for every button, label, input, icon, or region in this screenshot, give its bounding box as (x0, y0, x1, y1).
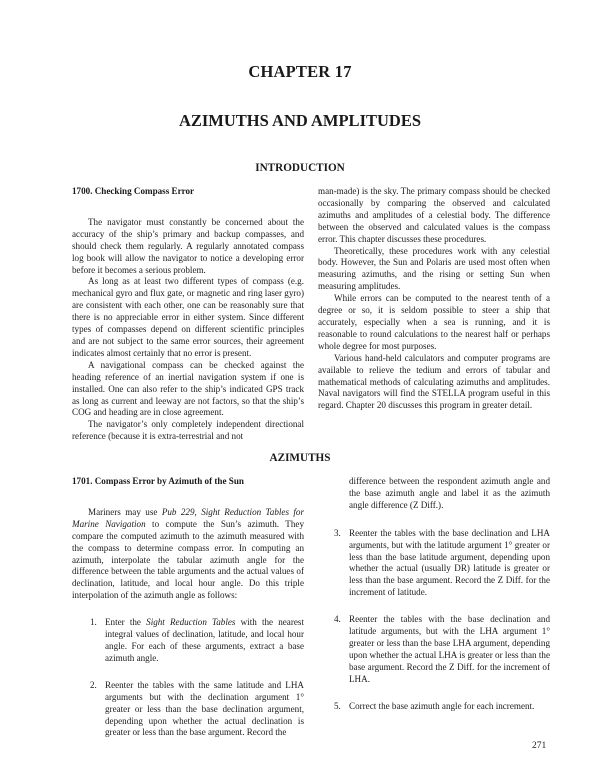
list-item-continuation: difference between the respondent azimuth angle and the base azimuth angle and label it as the azimuth angle difference (Z Diff.). (349, 476, 550, 510)
section-1700-heading: 1700. Checking Compass Error (72, 186, 195, 196)
chapter-number: CHAPTER 17 (248, 62, 352, 81)
paragraph: The navigator must constantly be concerned about the accuracy of the ship’s primary and backup compasses, and should check them regularly. A regularly annotated compass log book will allow the navigator to notice a developing error before it becomes a serious problem. (72, 216, 304, 275)
paragraph: Various hand-held calculators and computer programs are available to relieve the tedium and errors of tabular and mathematical methods of calculating azimuths and amplitudes. Naval navigators will find the STELLA program useful in this regard. Chapter 20 discusses this program in greater detail. (318, 352, 550, 411)
paragraph: As long as at least two different types of compass (e.g. mechanical gyro and flux gate, or magnetic and ring laser gyro) are consistent with each other, one can be reasonably sure that there is no appreciable error in either system. Since different types of compasses depend on different scientific principles and are not subject to the same error sources, their agreement indicates almost certainly that no error is present. (72, 276, 304, 358)
list-item: 4. Reenter the tables with the base declination and latitude arguments, but with the LHA argument 1° greater or less than the base LHA argument, depending upon whether the actual LHA is greater or less than the base argument. Record the Z Diff. for the increment of LHA. (334, 614, 550, 684)
azimuths-left-column (72, 476, 304, 739)
paragraph: A navigational compass can be checked against the heading reference of an inertial navigation system if one is installed. One can also refer to the ship’s indicated GPS track as long as current and leeway are not factors, so that the ship’s COG and heading are in close agreement. (72, 359, 304, 418)
list-item: 3. Reenter the tables with the base declination and LHA arguments, but with the latitude argument 1° greater or less than the base latitude argument, depending upon whether the actual (usually DR) latitude is greater or less than the base argument. Record the Z Diff. for the increment of latitude. (334, 527, 550, 598)
section-1701-heading: 1701. Compass Error by Azimuth of the Sun (72, 476, 244, 486)
azimuths-right-column (334, 476, 550, 713)
list-item: 2. Reenter the tables with the same latitude and LHA arguments but with the declination argument 1° greater or less than the base declination argument, depending upon whether the actual declination is greater or less than the base argument. Record the (90, 679, 304, 738)
page-number: 271 (532, 741, 547, 751)
paragraph: man-made) is the sky. The primary compass should be checked occasionally by comparing the observed and calculated azimuths and amplitudes of a celestial body. The difference between the observed and calculated values is the compass error. This chapter discusses these procedures. (318, 186, 550, 244)
list-item: 1. Enter the Sight Reduction Tables with the nearest integral values of declination, latitude, and local hour angle. For each of these arguments, extract a base azimuth angle. (90, 617, 304, 663)
azimuths-heading: AZIMUTHS (269, 452, 331, 464)
paragraph: The navigator’s only completely independent directional reference (because it is extra-terrestrial and not (72, 419, 304, 442)
paragraph: Theoretically, these procedures work with any celestial body. However, the Sun and Polaris are used most often when measuring azimuths, and the rising or setting Sun when measuring amplitudes. (318, 245, 550, 292)
paragraph: Mariners may use Pub 229, Sight Reduction Tables for Marine Navigation to compute the Sun’s azimuth. They compare the computed azimuth to the azimuth measured with the compass to determine compass error. In computing an azimuth, interpolate the tabular azimuth angle for the difference between the table arguments and the actual values of declination, latitude, and local hour angle. Do this triple interpolation of the azimuth angle as follows: (72, 506, 304, 601)
chapter-title: AZIMUTHS AND AMPLITUDES (178, 111, 422, 130)
list-item: 5. Correct the base azimuth angle for each increment. (334, 700, 535, 711)
introduction-heading: INTRODUCTION (255, 162, 345, 174)
introduction-right-column (318, 186, 550, 412)
introduction-left-column (72, 186, 304, 443)
publication-title: Pub 229, Sight Reduction Tables for Marine Navigation (72, 506, 304, 529)
paragraph: While errors can be computed to the nearest tenth of a degree or so, it is seldom possible to steer a ship that accurately, especially when a sea is running, and it is reasonable to round calculations to the nearest half or perhaps whole degree for most purposes. (318, 293, 550, 351)
